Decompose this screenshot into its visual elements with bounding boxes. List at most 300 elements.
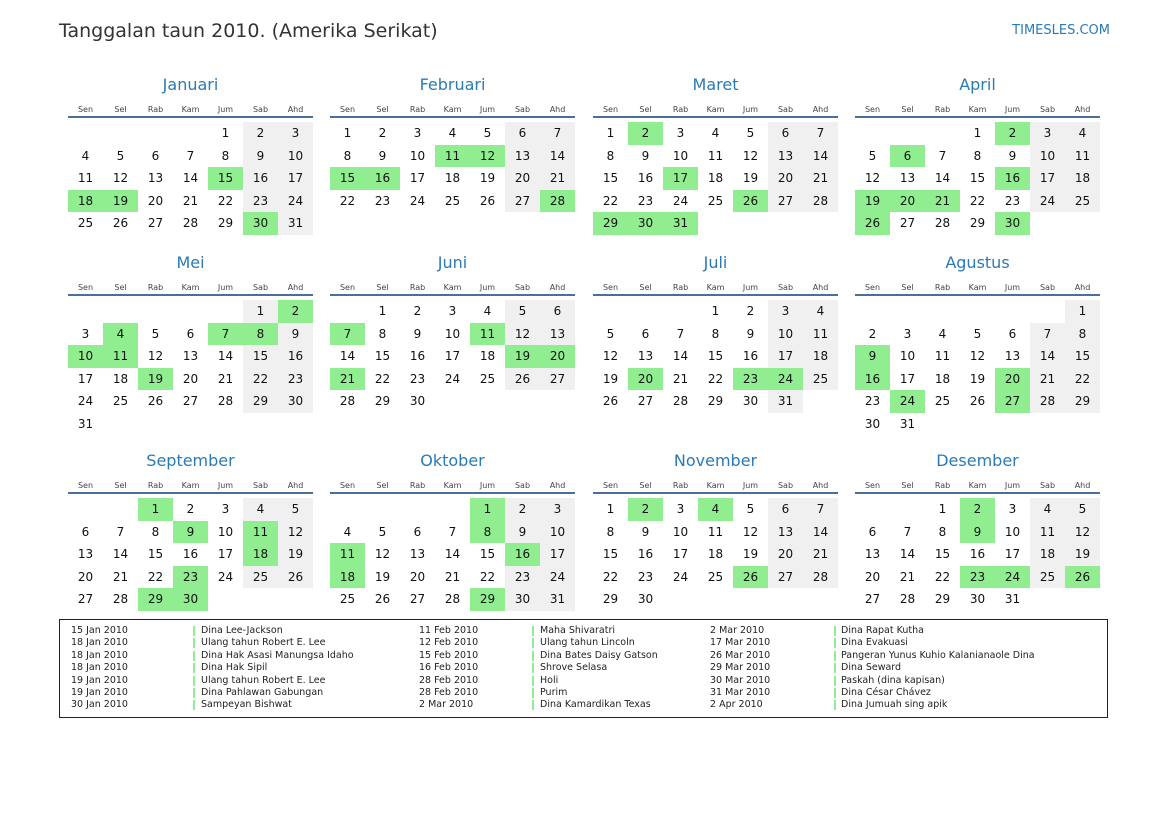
day-cell: 15: [934, 547, 951, 561]
holiday-day-cell: 19: [855, 190, 890, 213]
day-cell: 8: [378, 326, 387, 341]
weekday-label: Jum: [217, 105, 234, 114]
site-link[interactable]: TIMESLES.COM: [1012, 23, 1110, 38]
month-september: [68, 450, 313, 611]
day-cell: 28: [899, 592, 916, 606]
day-cell: 14: [803, 145, 838, 168]
holiday-day-cell: 23: [960, 566, 995, 589]
day-cell: 30: [864, 416, 881, 431]
empty-cell: [698, 212, 733, 235]
weekday-label: Kam: [968, 283, 987, 292]
day-cell: 4: [243, 498, 278, 521]
day-cell: 1: [343, 126, 352, 140]
weekday-header: [68, 472, 313, 494]
holiday-name: Dina Hak Asasi Manungsa Idaho: [201, 649, 354, 661]
day-cell: 17: [672, 547, 689, 561]
holiday-date: 18 Jan 2010: [71, 662, 128, 674]
weekday-label: Sab: [777, 283, 794, 292]
holiday-day-cell: 8: [470, 521, 505, 544]
weekday-label: Rab: [147, 481, 164, 490]
empty-cell: [1030, 300, 1065, 323]
empty-cell: [925, 413, 960, 436]
day-cell: 22: [147, 569, 164, 584]
day-cell: 12: [505, 323, 540, 346]
empty-cell: [435, 498, 470, 521]
day-cell: 13: [409, 547, 426, 561]
day-cell: 6: [768, 122, 803, 145]
day-cell: 13: [864, 547, 881, 561]
weekday-header: [330, 274, 575, 296]
day-cell: 13: [1004, 349, 1021, 363]
holiday-name: Dina Bates Daisy Gatson: [540, 649, 658, 661]
day-cell: 3: [768, 300, 803, 323]
day-cell: 23: [374, 193, 391, 208]
day-cell: 18: [479, 349, 496, 363]
day-cell: 14: [803, 521, 838, 544]
holiday-date: 2 Mar 2010: [710, 625, 765, 636]
weekday-label: Kam: [181, 481, 200, 490]
day-cell: 31: [77, 416, 94, 431]
day-cell: 21: [217, 371, 234, 386]
holiday-name: Ulang tahun Robert E. Lee: [201, 637, 326, 649]
empty-cell: [855, 498, 890, 521]
holiday-day-cell: 15: [208, 167, 243, 190]
holiday-day-cell: 2: [278, 300, 313, 323]
empty-cell: [855, 122, 890, 145]
day-cell: 11: [1030, 521, 1065, 544]
holiday-name: Dina Jumuah sing apik: [841, 699, 948, 711]
holiday-date: 17 Mar 2010: [710, 637, 771, 649]
holiday-day-cell: 16: [505, 543, 540, 566]
day-cell: 13: [768, 521, 803, 544]
weekday-label: Sen: [602, 481, 619, 490]
day-cell: 26: [112, 216, 129, 230]
day-cell: 23: [864, 394, 881, 408]
weekday-label: Sen: [864, 481, 881, 490]
day-cell: 10: [899, 349, 916, 363]
day-cell: 8: [151, 524, 160, 539]
empty-cell: [890, 122, 925, 145]
day-cell: 25: [707, 569, 724, 584]
empty-cell: [960, 413, 995, 436]
empty-cell: [1030, 413, 1065, 436]
day-cell: 14: [934, 171, 951, 185]
holiday-date: 18 Jan 2010: [71, 649, 128, 661]
holiday-day-cell: 11: [330, 543, 365, 566]
day-grid: [68, 300, 313, 435]
day-cell: 26: [147, 394, 164, 408]
day-cell: 29: [1065, 390, 1100, 413]
day-cell: 25: [1030, 566, 1065, 589]
holiday-day-cell: 11: [103, 345, 138, 368]
holiday-day-cell: 2: [628, 498, 663, 521]
holiday-name: Pangeran Yunus Kuhio Kalanianaole Dina: [841, 649, 1035, 661]
day-cell: 24: [444, 371, 461, 386]
day-cell: 17: [444, 349, 461, 363]
day-cell: 4: [81, 148, 90, 163]
weekday-label: Sen: [864, 283, 881, 292]
holiday-column: [71, 625, 474, 712]
day-cell: 4: [938, 326, 947, 341]
day-cell: 28: [112, 592, 129, 606]
weekday-label: Rab: [147, 283, 164, 292]
day-cell: 28: [339, 394, 356, 408]
day-cell: 19: [602, 371, 619, 386]
day-cell: 12: [602, 349, 619, 363]
day-cell: 5: [278, 498, 313, 521]
holiday-day-cell: 18: [68, 190, 103, 213]
holiday-row: [71, 650, 471, 662]
weekday-label: Kam: [181, 105, 200, 114]
holiday-date: 28 Feb 2010: [419, 686, 479, 698]
day-cell: 21: [540, 167, 575, 190]
weekday-label: Kam: [706, 481, 725, 490]
day-cell: 21: [672, 371, 689, 386]
weekday-label: Sab: [1039, 283, 1056, 292]
day-cell: 26: [969, 394, 986, 408]
day-cell: 11: [934, 349, 951, 363]
holiday-day-cell: 16: [995, 167, 1030, 190]
weekday-label: Sel: [376, 283, 389, 292]
day-cell: 16: [742, 349, 759, 363]
empty-cell: [103, 413, 138, 436]
holiday-row: [71, 675, 471, 687]
day-cell: 13: [147, 171, 164, 185]
day-cell: 29: [934, 592, 951, 606]
day-cell: 31: [540, 588, 575, 611]
day-cell: 3: [1030, 122, 1065, 145]
day-cell: 25: [339, 592, 356, 606]
holiday-row: [71, 662, 471, 674]
day-cell: 4: [1030, 498, 1065, 521]
holiday-date: 31 Mar 2010: [710, 686, 771, 698]
holiday-marker: [193, 676, 195, 686]
day-cell: 3: [1008, 502, 1017, 516]
empty-cell: [243, 413, 278, 436]
holiday-date: 15 Feb 2010: [419, 649, 479, 661]
holiday-date: 28 Feb 2010: [419, 674, 479, 686]
empty-cell: [173, 413, 208, 436]
day-cell: 14: [112, 547, 129, 561]
weekday-header: [68, 274, 313, 296]
holiday-day-cell: 29: [470, 588, 505, 611]
month-name: November: [673, 451, 758, 470]
day-cell: 27: [505, 190, 540, 213]
holiday-row: [710, 675, 1110, 687]
day-cell: 4: [343, 524, 352, 539]
month-name: Februari: [419, 75, 486, 94]
day-cell: 12: [969, 349, 986, 363]
holiday-marker: [532, 651, 534, 661]
day-cell: 7: [676, 326, 685, 341]
holiday-date: 26 Mar 2010: [710, 649, 771, 661]
day-cell: 15: [243, 345, 278, 368]
day-cell: 10: [217, 524, 234, 539]
day-cell: 9: [641, 148, 650, 163]
day-cell: 6: [151, 148, 160, 163]
weekday-label: Kam: [968, 105, 987, 114]
holiday-date: 15 Jan 2010: [71, 625, 128, 636]
day-cell: 9: [641, 524, 650, 539]
month-desember: [855, 450, 1100, 611]
holiday-day-cell: 30: [173, 588, 208, 611]
weekday-label: Sen: [77, 283, 94, 292]
weekday-label: Kam: [706, 283, 725, 292]
day-cell: 10: [278, 145, 313, 168]
day-cell: 12: [1065, 521, 1100, 544]
empty-cell: [278, 413, 313, 436]
day-cell: 8: [606, 148, 615, 163]
holiday-name: Dina César Chávez: [841, 686, 931, 698]
holiday-marker: [834, 688, 836, 698]
day-cell: 8: [606, 524, 615, 539]
day-cell: 29: [707, 394, 724, 408]
day-cell: 2: [868, 326, 877, 341]
month-februari: [330, 74, 575, 212]
weekday-label: Ahd: [1074, 481, 1091, 490]
day-cell: 12: [147, 349, 164, 363]
day-cell: 9: [505, 521, 540, 544]
day-cell: 30: [409, 394, 426, 408]
day-cell: 5: [606, 326, 615, 341]
empty-cell: [960, 300, 995, 323]
day-cell: 19: [374, 569, 391, 584]
month-oktober: [330, 450, 575, 611]
holiday-day-cell: 7: [208, 323, 243, 346]
day-cell: 8: [711, 326, 720, 341]
day-cell: 28: [1030, 390, 1065, 413]
holiday-list: [59, 619, 1108, 718]
day-cell: 5: [483, 126, 492, 140]
day-cell: 31: [899, 416, 916, 431]
weekday-label: Jum: [1004, 105, 1021, 114]
day-cell: 28: [444, 592, 461, 606]
day-cell: 3: [676, 502, 685, 516]
day-cell: 27: [899, 216, 916, 230]
day-cell: 17: [278, 167, 313, 190]
day-cell: 6: [186, 326, 195, 341]
holiday-marker: [834, 700, 836, 710]
month-name: Desember: [936, 451, 1019, 470]
holiday-day-cell: 4: [698, 498, 733, 521]
weekday-label: Sel: [114, 105, 127, 114]
day-cell: 13: [540, 323, 575, 346]
weekday-label: Ahd: [1074, 105, 1091, 114]
weekday-label: Sel: [901, 283, 914, 292]
holiday-marker: [834, 651, 836, 661]
weekday-header: [330, 472, 575, 494]
day-cell: 25: [479, 371, 496, 386]
day-cell: 31: [278, 212, 313, 235]
day-cell: 19: [1065, 543, 1100, 566]
holiday-name: Ulang tahun Robert E. Lee: [201, 674, 326, 686]
day-cell: 26: [505, 368, 540, 391]
empty-cell: [663, 588, 698, 611]
weekday-label: Ahd: [812, 105, 829, 114]
day-grid: [855, 300, 1100, 435]
empty-cell: [663, 300, 698, 323]
day-cell: 25: [934, 394, 951, 408]
holiday-day-cell: 11: [243, 521, 278, 544]
day-cell: 22: [339, 193, 356, 208]
weekday-label: Sab: [1039, 481, 1056, 490]
weekday-header: [855, 274, 1100, 296]
day-cell: 13: [768, 145, 803, 168]
weekday-label: Rab: [934, 481, 951, 490]
day-cell: 15: [707, 349, 724, 363]
holiday-day-cell: 2: [995, 122, 1030, 145]
weekday-label: Sab: [777, 105, 794, 114]
day-cell: 15: [1065, 345, 1100, 368]
holiday-day-cell: 17: [663, 167, 698, 190]
day-cell: 24: [540, 566, 575, 589]
day-cell: 2: [505, 498, 540, 521]
empty-cell: [138, 122, 173, 145]
day-grid: [330, 300, 575, 413]
day-cell: 27: [540, 368, 575, 391]
day-grid: [330, 122, 575, 212]
holiday-row: [71, 699, 474, 711]
weekday-label: Sen: [77, 481, 94, 490]
day-cell: 22: [217, 193, 234, 208]
weekday-label: Jum: [479, 105, 496, 114]
weekday-label: Sen: [602, 105, 619, 114]
day-cell: 18: [707, 171, 724, 185]
month-juni: [330, 252, 575, 413]
day-cell: 22: [374, 371, 391, 386]
empty-cell: [890, 300, 925, 323]
empty-cell: [698, 588, 733, 611]
day-cell: 18: [444, 171, 461, 185]
day-cell: 19: [969, 371, 986, 386]
month-name: Oktober: [420, 451, 485, 470]
day-cell: 19: [742, 171, 759, 185]
day-cell: 24: [77, 394, 94, 408]
empty-cell: [243, 588, 278, 611]
empty-cell: [855, 300, 890, 323]
holiday-day-cell: 29: [593, 212, 628, 235]
holiday-marker: [193, 626, 195, 636]
holiday-day-cell: 26: [733, 190, 768, 213]
day-cell: 21: [803, 543, 838, 566]
day-cell: 13: [899, 171, 916, 185]
holiday-name: Maha Shivaratri: [540, 625, 616, 636]
day-cell: 16: [278, 345, 313, 368]
day-cell: 22: [602, 193, 619, 208]
holiday-marker: [193, 663, 195, 673]
holiday-day-cell: 11: [470, 323, 505, 346]
holiday-marker: [834, 676, 836, 686]
day-cell: 20: [409, 569, 426, 584]
day-cell: 27: [768, 190, 803, 213]
empty-cell: [995, 413, 1030, 436]
day-cell: 12: [374, 547, 391, 561]
day-cell: 29: [217, 216, 234, 230]
weekday-label: Jum: [1004, 283, 1021, 292]
day-cell: 18: [112, 371, 129, 386]
day-cell: 19: [278, 543, 313, 566]
weekday-label: Ahd: [549, 481, 566, 490]
day-cell: 14: [182, 171, 199, 185]
day-cell: 2: [378, 126, 387, 140]
holiday-day-cell: 16: [365, 167, 400, 190]
day-cell: 24: [278, 190, 313, 213]
holiday-row: [710, 699, 1110, 711]
holiday-name: Paskah (dina kapisan): [841, 674, 945, 686]
empty-cell: [803, 588, 838, 611]
day-cell: 17: [1030, 167, 1065, 190]
day-cell: 20: [505, 167, 540, 190]
day-cell: 5: [505, 300, 540, 323]
day-cell: 26: [278, 566, 313, 589]
day-cell: 16: [637, 547, 654, 561]
holiday-day-cell: 30: [995, 212, 1030, 235]
day-cell: 31: [1004, 592, 1021, 606]
holiday-day-cell: 1: [470, 498, 505, 521]
empty-cell: [593, 300, 628, 323]
empty-cell: [1065, 588, 1100, 611]
day-cell: 2: [186, 502, 195, 516]
day-cell: 15: [147, 547, 164, 561]
day-cell: 3: [278, 122, 313, 145]
holiday-day-cell: 24: [995, 566, 1030, 589]
day-cell: 24: [1030, 190, 1065, 213]
day-cell: 15: [969, 171, 986, 185]
empty-cell: [365, 498, 400, 521]
holiday-day-cell: 2: [960, 498, 995, 521]
day-cell: 14: [899, 547, 916, 561]
day-cell: 22: [1065, 368, 1100, 391]
empty-cell: [540, 390, 575, 413]
holiday-day-cell: 16: [855, 368, 890, 391]
day-cell: 23: [637, 193, 654, 208]
empty-cell: [1030, 212, 1065, 235]
empty-cell: [1030, 588, 1065, 611]
day-cell: 4: [1065, 122, 1100, 145]
page-title: Tanggalan taun 2010. (Amerika Serikat): [59, 20, 438, 42]
day-cell: 15: [602, 547, 619, 561]
day-cell: 17: [217, 547, 234, 561]
day-cell: 13: [637, 349, 654, 363]
day-cell: 2: [746, 304, 755, 318]
holiday-row: [710, 687, 1110, 699]
day-cell: 25: [243, 566, 278, 589]
empty-cell: [890, 498, 925, 521]
day-cell: 23: [278, 368, 313, 391]
day-cell: 10: [1004, 524, 1021, 539]
day-cell: 10: [672, 524, 689, 539]
day-cell: 10: [409, 148, 426, 163]
weekday-label: Sen: [339, 283, 356, 292]
empty-cell: [330, 498, 365, 521]
holiday-day-cell: 1: [138, 498, 173, 521]
holiday-marker: [834, 638, 836, 648]
day-cell: 28: [672, 394, 689, 408]
holiday-date: 18 Jan 2010: [71, 637, 128, 649]
holiday-marker: [834, 626, 836, 636]
day-cell: 26: [479, 193, 496, 208]
day-cell: 10: [540, 521, 575, 544]
day-cell: 29: [243, 390, 278, 413]
day-cell: 14: [339, 349, 356, 363]
holiday-marker: [193, 700, 195, 710]
holiday-name: Holi: [540, 674, 559, 686]
day-cell: 7: [448, 524, 457, 539]
empty-cell: [733, 588, 768, 611]
day-cell: 8: [938, 524, 947, 539]
holiday-day-cell: 24: [890, 390, 925, 413]
weekday-label: Kam: [968, 481, 987, 490]
